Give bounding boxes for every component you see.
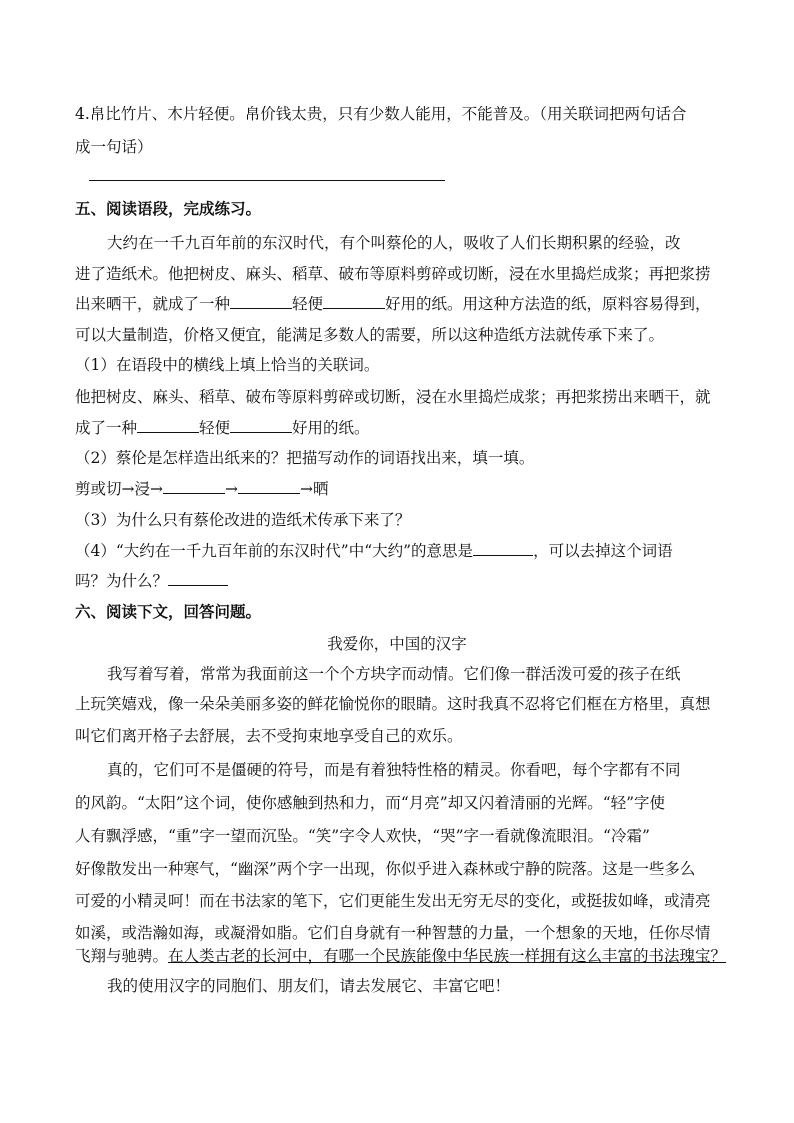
s5-q2-blank-2[interactable] <box>238 479 300 494</box>
s6-p2-line3: 人有飘浮感，“重”字一望而沉坠。“笑”字令人欢快，“哭”字一看就像流眼泪。“冷霜” <box>75 827 650 845</box>
s5-q2-blank-1[interactable] <box>163 479 225 494</box>
s5-para-line2: 进了造纸术。他把树皮、麻头、稻草、破布等原料剪碎或切断，浸在水里捣烂成浆；再把浆捞 <box>75 265 711 283</box>
q4-answer-line[interactable] <box>89 180 445 181</box>
s5-q2-seq-start: 剪或切→浸→ <box>75 480 163 498</box>
s5-q4-text: （4）“大约在一千九百年前的东汉时代”中“大约”的意思是 <box>75 542 474 560</box>
s5-q1-line2 <box>75 418 725 438</box>
s5-para-line1: 大约在一千九百年前的东汉时代，有个叫蔡伦的人，吸收了人们长期积累的经验，改 <box>107 234 681 252</box>
s5-q2-sequence <box>75 479 725 499</box>
underlined-sentence: 在人类古老的长河中，有哪一个民族能像中华民族一样拥有这么丰富的书法瑰宝？ <box>168 947 727 965</box>
s5-para-text: 出来晒干，就成了一种 <box>75 295 231 313</box>
s6-p2-line1: 真的，它们可不是僵硬的符号，而是有着独特性格的精灵。你看吧，每个字都有不同 <box>107 761 681 779</box>
s6-p1-line3: 叫它们离开格子去舒展，去不受拘束地享受自己的欢乐。 <box>75 727 463 745</box>
section5-title: 五、阅读语段，完成练习。 <box>75 200 262 218</box>
s5-q3-label: （3）为什么只有蔡伦改进的造纸术传承下来了？ <box>75 511 411 529</box>
s6-p2-line7 <box>75 946 725 966</box>
s6-p1-line2: 上玩笑嬉戏，像一朵朵美丽多姿的鲜花愉悦你的眼睛。这时我真不忍将它们框在方格里，真想 <box>75 695 711 713</box>
s6-p3-line1: 我的使用汉字的同胞们、朋友们，请去发展它、丰富它吧！ <box>107 977 511 995</box>
s5-q1-text: 轻便 <box>199 419 231 437</box>
s5-q1-line1: 他把树皮、麻头、稻草、破布等原料剪碎或切断，浸在水里捣烂成浆；再把浆捞出来晒干，就 <box>75 388 711 406</box>
s5-q2-arrow: → <box>224 480 238 498</box>
s5-q1-blank-2[interactable] <box>230 418 292 433</box>
s6-p2-line5: 可爱的小精灵呵！而在书法家的笔下，它们更能生发出无穷无尽的变化，或挺拔如峰，或清亮 <box>75 892 711 910</box>
article-title: 我爱你，中国的汉字 <box>327 635 467 653</box>
s5-para-blank-1[interactable] <box>230 294 292 309</box>
s5-q4-blank-2[interactable] <box>168 571 228 586</box>
s5-q1-text: 成了一种 <box>75 419 138 437</box>
s5-q1-text: 好用的纸。 <box>292 419 370 437</box>
s5-para-text: 好用的纸。用这种方法造的纸，原料容易得到， <box>385 295 711 313</box>
s5-q4-text: 吗？为什么？ <box>75 572 169 590</box>
s5-q4-text: ，可以去掉这个词语 <box>533 542 673 560</box>
s5-q1-label: （1）在语段中的横线上填上恰当的关联词。 <box>75 356 380 374</box>
s5-para-line4: 可以大量制造，价格又便宜，能满足多数人的需要，所以这种造纸方法就传承下来了。 <box>75 326 665 344</box>
s6-p2-line2: 的风韵。“太阳”这个词，使你感触到热和力，而“月亮”却又闪着清丽的光辉。“轻”字使 <box>75 794 666 812</box>
s5-para-text: 轻便 <box>292 295 324 313</box>
s5-q4-blank-1[interactable] <box>473 541 533 556</box>
s5-q4-line2 <box>75 571 725 591</box>
s5-q4-line1 <box>75 541 725 561</box>
q4-text-line1: 4.帛比竹片、木片轻便。帛价钱太贵，只有少数人能用，不能普及。（用关联词把两句话合 <box>75 105 687 123</box>
s5-q1-blank-1[interactable] <box>137 418 199 433</box>
s6-p2-text: 飞翔与驰骋。 <box>75 947 169 965</box>
s5-para-line3 <box>75 294 725 314</box>
s6-p2-line4: 好像散发出一种寒气，“幽深”两个字一出现，你似乎进入森林或宁静的院落。这是一些多么 <box>75 860 696 878</box>
s5-para-blank-2[interactable] <box>323 294 385 309</box>
s5-q2-seq-end: →晒 <box>299 480 329 498</box>
s6-p2-line6: 如溪，或浩瀚如海，或凝滑如脂。它们自身就有一种智慧的力量，一个想象的天地，任你尽情 <box>75 924 711 942</box>
s6-p1-line1: 我写着写着，常常为我面前这一个个方块字而动情。它们像一群活泼可爱的孩子在纸 <box>107 665 681 683</box>
q4-text-line2: 成一句话） <box>75 138 153 156</box>
s5-q2-label: （2）蔡伦是怎样造出纸来的？把描写动作的词语找出来，填一填。 <box>75 449 535 467</box>
section6-title: 六、阅读下文，回答问题。 <box>75 603 262 621</box>
